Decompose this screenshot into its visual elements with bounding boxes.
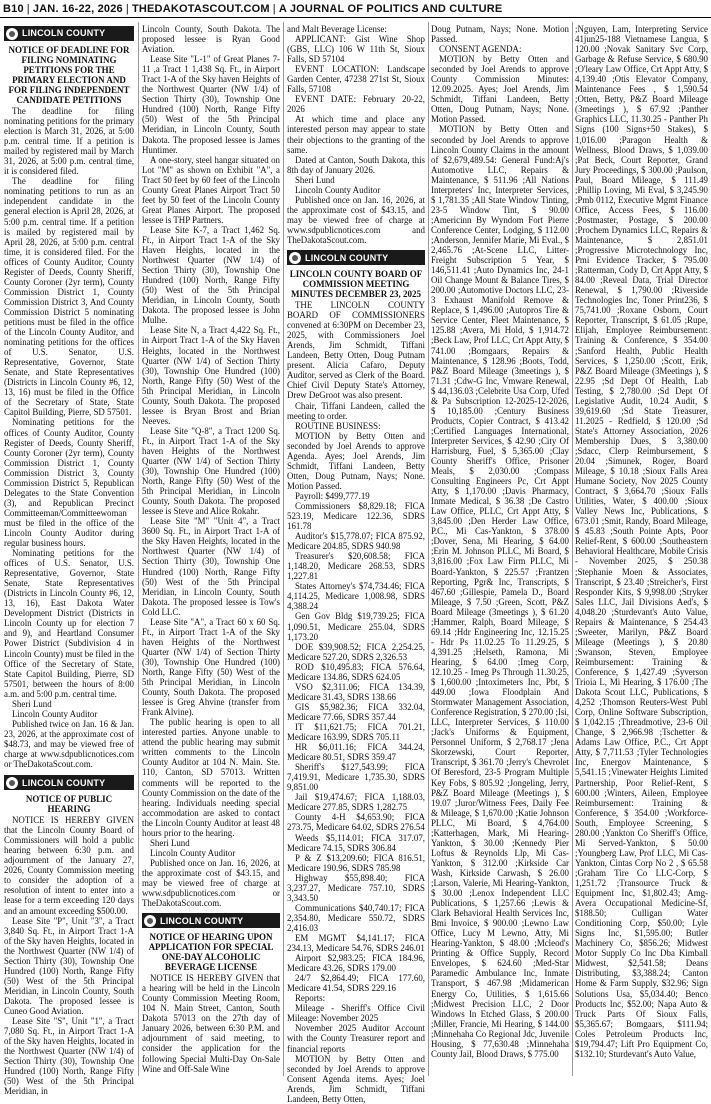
payroll-line: EM MGMT $4,141.17; FICA 234.13, Medicare 54.76, SDRS 246.01	[287, 932, 425, 954]
banner-label: LINCOLN COUNTY	[305, 252, 389, 263]
column-5	[575, 24, 708, 1074]
payroll-line: P & Z $13,209.60; FICA 816.51, Medicare 190.96, SDRS 785.98	[287, 852, 425, 873]
notice-public-hearing	[4, 794, 134, 1096]
county-seal-icon	[6, 777, 18, 789]
paragraph: Chair, Tiffani Landeen, called the meeting to order.	[287, 400, 425, 421]
signature-role: Lincoln County Auditor	[295, 184, 381, 195]
paragraph: NOTICE IS HEREBY GIVEN that the Lincoln County Board of Commissioners will hold a public hearing between 6:30 p.m. and adjournment of the January 27, 2026, County Commission meeting to consider the adoption of a resolution of intent to enter into a lease for a term exceeding 120 days and an amount exceeding $500.00.	[4, 815, 134, 916]
payroll-line: 24/7 $2,864.49; FICA 177.60, Medicare 41.54, SDRS 229.16	[287, 973, 425, 994]
column-2	[142, 24, 280, 1074]
payroll-line: DOE $39,908.52; FICA 2,254.25, Medicare 527.20, SDRS 2,326.53	[287, 641, 425, 662]
paragraph: At which time and place any interested person may appear to state their objections to the granting of the same.	[287, 114, 425, 155]
payroll-line: Gen Gov Bldg $19,739.25; FICA 1,090.51, Medicare 255.04, SDRS 1,173.20	[287, 611, 425, 642]
paragraph: ROUTINE BUSINESS:	[295, 420, 381, 431]
payroll-line: States Attorney's $74,734.46; FICA 4,114.25, Medicare 1,008.98, SDRS 4,388.24	[287, 581, 425, 612]
payroll-line: ROD $10,495.83; FICA 576.64, Medicare 134.86, SDRS 624.05	[287, 661, 425, 682]
payroll-line: GIS $5,982.36; FICA 332.04, Medicare 77.66, SDRS 357.44	[287, 701, 425, 722]
paragraph: Mileage - Sheriff's Office Civil Mileage: November 2025	[287, 1003, 425, 1024]
paragraph: Lincoln County, South Dakota. The proposed lessee is Ryan Good Aviation.	[142, 24, 280, 55]
county-banner	[4, 775, 134, 790]
paragraph: Lease Site "P", Unit "3", a Tract 3,840 Sq. Ft., in Airport Tract 1-A of the Sky haven Heights, located in the Northwest Quarter (NW 1/4) of Section Thirty (30), Township One Hundred (100) North, Range Fifty (50) West of the 5th Principal Meridian, in Lincoln County, South Dakota. The proposed lessee is Cuneo Good Aviation.	[4, 915, 134, 1016]
payroll-line: Auditor's $15,778.07; FICA 875.92, Medicare 204.85, SDRS 940.98	[287, 531, 425, 552]
banner-label: LINCOLN COUNTY	[22, 777, 106, 788]
page-number: B10	[3, 2, 24, 15]
column-4	[431, 24, 569, 1074]
paragraph: Lease Site N, a Tract 4,422 Sq. Ft., in Airport Tract 1-A of the Sky Haven Heights, located in the Northwest Quarter (NW 1/4) of Section Thirty (30), Township One Hundred (100) North, Range Fifty (50) West of the 5th Principal Meridian, in Lincoln County, South Dakota. The proposed lessee is Bryan Brost and Brian Neeves.	[142, 325, 280, 426]
notice-filing-deadline	[4, 45, 134, 769]
tagline: A JOURNAL OF POLITICS AND CULTURE	[278, 2, 503, 15]
county-seal-icon	[289, 252, 301, 264]
signature-name: Sheri Lund	[295, 174, 335, 185]
paragraph: MOTION by Betty Otten and seconded by Joel Arends to approve County Commission Minutes: 12.09.2025. Ayes; Joel Arends, Jim Schmidt, Tiffani Landeen, Betty Otten, Doug Putnam, Nays; None. Motion Passed.	[431, 54, 569, 125]
claims-list: MOTION by Betty Otten and seconded by Joel Arends to approve Lincoln County Claims in the amount of $2,679,489.54: General Fund:Aj's Automotive LLC, Repairs & Maintenance, $ 511.96 ;All Nations Interpreters' Inc, Interpreter Services, $ 1,781.35 ;All State Window Tinting, 23-5 Window Tint, $ 90.00 ;Americinn By Wyndom Fort Pierre Conference Center, Lodging, $ 112.00 ;Anderson, Jennifer Marie, Mi Eval., $ 2,465.76 ;At-Scene LLC, Litter-Freight Subscription 5 Year, $ 146,511.41 ;Auto Dynamics Inc, 24-1 Oil Change Mount & Balance Tires, $ 200.00 ;Automotive Doctors LLC, 23-3 Exhaust Manifold Remove & Replace, $ 1,496.00 ;Autopros Tire & Service Center, Fleet Maintenance, $ 125.88 ;Avera, Mi Hold, $ 1,914.72 ;Beck Law, Prof LLC, Crt Appt Atty, $ 741.00 ;Bomgaars, Repairs & Maintenance, $ 128.96 ;Boots, Todd, P&Z Board Mileage (3meetings ), $ 71.31 ;Cdw-G Inc, Vmware Renewal, $ 44,136.03 ;Celebrite Usa Corp, Ufed & Pa Subscription 12-2025-12-2026, $ 10,185.00 ;Century Business Products, Copier Contract, $ 413.42 ;Certified Languages International, Interpreter Services, $ 42.90 ;City Of Harrisburg, Fuel, $ 5,365.00 ;Clay County Sheriff's Office, Prisoner Meals, $ 2,030.00 ;Compass Consulting Engineers Pc, Crt Appt Atty, $ 1,170.00 ;Davis Pharmacy, Inmate Medical, $ 36.38 ;De Castro Law Office, PLLC, Crt Appt Atty, $ 3,845.00 ;Den Herder Law Office, P.C., Mi Cas-Yankton, $ 378.00 ;Dover, Sena, Mi Hearing, $ 64.00 ;Erin M. Johnson PLLC, Mi Board, $ 3,816.00 ;Fox Law Firm PLLC, Mi Board-Yankton, $ 225.57 ;Frantzen Reporting, Pgr& Inc, Transcripts, $ 467.60 ;Gillespie, Pamela D., Board Mileage, $ 7.50 ;Green, Scott, P&Z Board Mileage (3meetings ), $ 61.20 ;Hammer, Ralph, Board Mileage, $ 69.14 ;Hdr Engineering Inc, 12.15.25 - Hdr Ps 11.02.25 To 11.29.25, $ 4,391.25 ;Helseth, Ramona, Mi Hearing, $ 64.00 ;Imeg Corp, 12.10.25 - Imeg Ps Through 11.30.25, $ 1,600.00 ;Intoximeters Inc, Pbt, $ 449.00 ;Iowa Floodplain And Stormwater Management Association, Conference Registration, $ 270.00 ;Isi, LLC, Interpreter Services, $ 110.00 ;Jack's Uniforms & Equipment, Personnel Uniform, $ 2,768.17 ;Jena Skorzewski, Court Reporter, Transcript, $ 361.70 ;Jerry's Chevrolet Of Beresford, 23-5 Program Multiple Key Fobs, $ 805.92 ;Jongeling, Jerry, P&Z Board Mileage (Meetings ), $ 19.07 ;Juror/Witness Fees, Daily Fee & Mileage, $ 1,670.00 ;Katie Johnson PLLC, Mi Board, $ 4,764.00 ;Katterhagen, Mark, Mi Hearing-Yankton, $ 30.00 ;Kennedy Pier Loftus & Reynolds Llp, Mi Cas-Yankton, $ 312.00 ;Kirkside Car Wash, Kirkside Carwash, $ 26.00 ;Larson, Valerie, Mi Hearing-Yankton, $ 30.00 ;Lenox Independent LLC Publications, $ 1,257.66 ;Lewis & Clark Behavioral Health Services Inc, Bmi Invoice, $ 900.00 ;Lewno Law Office, Lucy M Lewno, Atty, Mi Hearing-Yankton, $ 48.00 ;Mcleod's Printing & Office Supply, Record Envelopes, $ 624.60 ;Med-Star Paramedic Ambulance Inc, Inmate Transport, $ 467.98 ;Midamerican Energy Co, Utilities, $ 1,615.66 ;Midwest Precision LLC, 2 Door Windows In Etched Glass, $ 200.00 ;Miller, Francie, Mi Hearing, $ 144.00 ;Minnehaha Co Regional Jdc, Juvenile Housing, $ 77,630.48 ;Minnehaha County Jail, Blood Draws, $ 775.00	[431, 124, 569, 1059]
notice-title: NOTICE OF HEARING UPON APPLICATION FOR SPECIAL ONE-DAY ALCOHOLIC BEVERAGE LICENSE	[148, 932, 274, 973]
publication-note: Published once on Jan. 16, 2026, at the approximate cost of $43.15, and may be viewed free of charge at www.sdpublicnotices.com or TheDakotaScout.com.	[142, 857, 280, 909]
paragraph: Lease Site "M" "Unit 4", a Tract 3600 Sq. Ft., in Airport Tract 1-A of the Sky Haven Heights, located in the Northwest Quarter (NW 1/4) of Section Thirty (30), Township One Hundred (100) North, Range Fifty (50) West of the 5th Principal Meridian, in Lincoln County, South Dakota. The proposed lessee is Tow's Cold LLC.	[142, 516, 280, 617]
paragraph: Doug Putnam, Nays; None. Motion Passed.	[431, 24, 569, 45]
notice-title: NOTICE OF PUBLIC HEARING	[25, 794, 113, 815]
paragraph: EVENT DATE: February 20-22, 2026	[287, 94, 425, 115]
payroll-line: County 4-H $4,653.90; FICA 273.75, Medicare 64.02, SDRS 276.54	[287, 812, 425, 833]
publication-note: Published twice on Jan. 16 & Jan. 23, 2026, at the approximate cost of $48.73, and may be viewed free of charge at www.sdpublicnotices.com or TheDakotaScout.com.	[4, 718, 134, 770]
banner-label: LINCOLN COUNTY	[160, 915, 244, 926]
county-banner	[142, 913, 280, 928]
paragraph: CONSENT AGENDA:	[439, 44, 522, 55]
paragraph: and Malt Beverage License:	[287, 24, 387, 34]
paragraph: Lease Site "A", a Tract 60 x 60 Sq. Ft., in Airport Tract 1-A of the Sky haven Heights of the Northwest Quarter (NW 1/4) of Section Thirty (30), Township One Hundred (100) North, Range Fifty (50) West of the 5th Principal Meridian, in Lincoln County, South Dakota. The proposed lessee is Greg Ahvine (transfer from Frank Alvine).	[142, 616, 280, 718]
paragraph: Lease Site "L-1" of Great Planes 7-11 ,a Tract 1 1,438 Sq. Ft., in Airport Tract 1-A of the Sky haven Heights of the Northwest Quarter (NW 1/4) of Section Thirty (30), Township One Hundred (100) North, Range Fifty (50) West of the 5th Principal Meridian, in Lincoln County, South Dakota. The proposed lessee is James Huntimer.	[142, 54, 280, 155]
paragraph: The public hearing is open to all interested parties. Anyone unable to attend the public hearing may submit written comments to the Lincoln County Auditor at 104 N. Main. Ste. 110, Canton, SD 57013. Written comments will be reported to the County Commission on the date of the hearing. Individuals needing special accommodation are asked to contact the Lincoln County Auditor at least 48 hours prior to the hearing.	[142, 717, 280, 838]
payroll-line: Weeds $5,114.01; FICA 317.07, Medicare 74.15, SDRS 306.84	[287, 832, 425, 853]
column-1	[4, 24, 134, 1097]
signature-name: Sheri Lund	[12, 698, 52, 709]
column-3	[287, 24, 425, 1104]
paragraph: The deadline for filing nominating petitions for the primary election is March 31, 2026, at 5:00 p.m. central time. If a petition is mailed by registered mail by March 31, 2026, at 5:00 p.m. central time, it is considered filed.	[4, 106, 134, 177]
column-rule	[283, 22, 284, 1076]
column-rule	[572, 22, 573, 1076]
paragraph: THE LINCOLN COUNTY BOARD OF COMMISSIONERS convened at 6:30PM on December 23, 2025, with Commissioners Joel Arends, Jim Schmidt, Tiffani Landeen, Betty Otten, Doug Putnam present. Alicia Cafaro, Deputy Auditor, served as Clerk of the Board. Chief Civil Deputy State's Attorney, Drew DeGroot was also present.	[287, 300, 425, 401]
county-seal-icon	[6, 28, 18, 40]
paragraph: Nominating petitions for the offices of U.S. Senator, U.S. Representative, Governor, State Senate, State Representatives (Districts in Lincoln County #6, 12, 13, 16), East Dakota Water Development District (Districts in Lincoln County up for election 7 and 9), and Heartland Consumer Power District (Subdivision 4 in Lincoln County) must be filed in the Office of the Secretary of State, State Capitol Building, Pierre, SD 57501, between the hours of 8:00 a.m. and 5:00 p.m. central time.	[4, 548, 134, 699]
column-rule	[428, 22, 429, 1076]
signature-role: Lincoln County Auditor	[12, 708, 98, 719]
paragraph: NOTICE IS HEREBY GIVEN that a hearing will be held in the Lincoln County Commission Meeting Room, 104 N. Main Street, Canton, South Dakota 57013 on the 27th day of January 2026, between 6:30 P.M. and adjournment of said meeting, to consider the application for the following Special Multi-Day On-Sale Wine and Off-Sale Wine	[142, 973, 280, 1074]
paragraph: Lease Site "Q-8", a Tract 1200 Sq. Ft., in Airport Tract 1-A of the Sky haven Heights of the Northwest Quarter (NW 1/4) of Section Thirty (30), Township One Hundred (100) North, Range Fifty (50) West of the 5th Principal Meridian, in Lincoln County, South Dakota. The proposed lessee is Steve and Alice Rokahr.	[142, 425, 280, 517]
issue-date: JAN. 16-22, 2026	[32, 2, 123, 15]
payroll-line: Treasurer's $20,608.58; FICA 1,148.20, Medicare 268.53, SDRS 1,227.81	[287, 551, 425, 582]
paragraph: Reports:	[295, 993, 326, 1004]
claims-list: ;Nguyen, Lam, Interpreting Service 41jun25-188 Vietnamese Langua, $ 120.00 ;Novak Sanitary Svc Corp, Garbage & Refuse Service, $ 680.90 ;O'leary Law Office, Crt Appt Atty, $ 4,139.40 ;Otis Elevator Company, Maintenance Fees , $ 1,590.54 ;Otten, Betty, P&Z Board Mileage (3meetings ), $ 67.92 ;Panther Graphics LLC, 11.30.25 - Panther Ph Signs (100 Signs+50 Stakes), $ 1,016.00 ;Paragon Health & Wellness, Blood Draws, $ 1,039.00 ;Pat Beck, Court Reporter, Grand Jury Proceedings, $ 300.00 ;Paulson, Paul, Board Mileage, $ 111.49 ;Phillip Loving, Mi Eval, $ 3,245.90 ;Pmb 0112, Executive Mgmt Finance Office, Access Fees, $ 116.00 ;Postmaster, Postage, $ 200.00 ;Prochem Dynamics LLC, Repairs & Maintenance, $ 2,851.01 ;Progressive Microtechnology Inc, Pmi Evidence Tracker, $ 795.00 ;Ratterman, Cody D, Crt Appt Atty, $ 84.00 ;Reveal Data, Trial Director Renewal, $ 1,790.00 ;Riverside Technologies Inc, Toner Print236, $ 75,741.00 ;Roxane Osborn, Court Reporter, Transcript, $ 61.05 ;Rupe, Elijah, Employee Reimbursement: Training & Conference, $ 354.00 ;Sanford Health, Public Health Services, $ 1,250.00 ;Scott, Erik, P&Z Board Mileage (3Meetings ), $ 22.95 ;Sd Dept Of Health, Lab Testing, $ 2,780.00 ;Sd Dept Of Legislative Audit, 10.24 Audit, $ 39,619.60 ;Sd State Treasurer, 11.2025 - Redfield, $ 120.00 ;Sd State's Attorney Association, 2026 Membership Dues, $ 3,380.00 ;Sdacc, Clerp Reimbursement, $ 20.04 ;Simunek, Roger, Board Mileage, $ 10.18 ;Sioux Falls Area Humane Society, Nov 2025 County Contract, $ 3,664.70 ;Sioux Falls Utilities, Water, $ 400.00 ;Sioux Valley News Inc, Publications, $ 673.01 ;Smit, Randy, Board Mileage, $ 45.83 ;South Pointe Apts, Poor Relief-Rent, $ 600.00 ;Southeastern Behavioral Healthcare, Mobile Crisis - November 2025, $ 250.38 ;Stephanie Moen & Associates, Transcript, $ 23.40 ;Streicher's, First Responder Kits, $ 9,998.00 ;Stryker Sales LLC, Jail Divisions Aed's, $ 4,048.20 ;Sturdevant's Auto Value, Repairs & Maintenance, $ 254.43 ;Sweeter, Marilyn, P&Z Board Mileage (Meetings ), $ 20.80 ;Swanson, Steven, Employee Reimbursement: Training & Conference, $ 1,427.49 ;Syverson Trioia L, Mi Hearing, $ 176.00 ;The Dakota Scout LLC, Publications, $ 4,252 ;Thomson Reuters-West Publ Corp, Online Software Subscription, $ 1,042.15 ;Threadmotive, 23-6 Oil Change, $ 2,966.98 ;Tschetter & Adams Law Office, P.C., Crt Appt Atty, $ 7,711.53 ;Tyler Technologies Inc, Energov Maintenance, $ 5,541.15 ;Vinewater Heights Limited Partnership, Poor Relief-Rent, $ 600.00 ;Winters, Aileen, Employee Reimbursement: Training & Conference, $ 354.00 ;Workforce-South, Employee Screening, $ 280.00 ;Yankton Co Sheriff's Office, Mi Served-Yankton, $ 50.00 ;Youngberg Law, Prof LLC, Mi Cas-Yankton, Cintas Corp No 2 , $ 65.58 ;Graham Tire Co LLC-Corp, $ 1,251.72 ;Transource Truck & Equipment Inc, $1,802.43; Amg- Avera Occupational Medicine-Sf, $188.50; Culligan Water Conditioning Corp, $50.00; Lyle Signs Inc, $1,595.00; Butler Machinery Co, $856.26; Midwest Motor Supply Co Inc Dba Kimball Midwest, $2,541.58; Deans Distributing, $3,388.24; Canton Home & Farm Supply, $32.96; Sign Solutions Usa, $5,034.40; Benco Products Inc, $52.00; Napa Auto & Truck Parts Of Sioux Falls, $5,365.67; Bomgaars, $111.94; Coles Petroleum Products Inc, $19,794.47; Lift Pro Equipment Co, $132.10; Sturdevant's Auto Value,	[575, 24, 708, 1059]
paragraph: Lease Site K-7, a Tract 1,462 Sq. Ft., in Airport Tract 1-A of the Sky Haven Heights, located in the Northwest Quarter (NW 1/4) of Section Thirty (30), Township One Hundred (100) North, Range Fifty (50) West of the 5th Principal Meridian, in Lincoln County, South Dakota. The proposed lessee is John Mulhe.	[142, 224, 280, 326]
notice-title: NOTICE OF DEADLINE FOR FILING NOMINATING PETITIONS FOR THE PRIMARY ELECTION AND FOR FILING INDEPENDENT CANDIDATE PETITIONS	[8, 45, 130, 105]
signature-role: Lincoln County Auditor	[150, 847, 236, 858]
page-header: B10 | JAN. 16-22, 2026 | THEDAKOTASCOUT.COM | A JOURNAL OF POLITICS AND CULTURE	[0, 0, 711, 18]
minutes-title: LINCOLN COUNTY BOARD OF COMMISSION MEETING MINUTES DECEMBER 23, 2025	[289, 269, 423, 300]
payroll-line: Highway $55,898.40; FICA 3,237.27, Medicare 757.10, SDRS 3,343.50	[287, 872, 425, 903]
payroll-line: Airport $2,983.25; FICA 184.96, Medicare 43.26, SDRS 179.00	[287, 953, 425, 974]
site-name[interactable]: THEDAKOTASCOUT.COM	[131, 2, 270, 15]
publication-note: Published once on Jan. 16, 2026, at the approximate cost of $43.15, and may be viewed free of charge at www.sdpublicnotices.com and TheDakotaScout.com.	[287, 194, 425, 245]
county-banner	[4, 26, 134, 41]
paragraph: MOTION by Betty Otten and seconded by Joel Arends to approve Consent Agenda items. Ayes; Joel Arends, Jim Schmidt, Tiffani Landeen, Betty Otten,	[287, 1053, 425, 1104]
paragraph: A one-story, steel hangar situated on Lot "M" as shown on Exhibit "A", a Tract 50 feet by 60 feet of the Lincoln County Great Planes Airport Tract 50 feet by 50 feet of the Lincoln County Great Planes Airport. The proposed lessee is THP Partners.	[142, 154, 280, 225]
paragraph: Dated at Canton, South Dakota, this 8th day of January 2026.	[287, 154, 425, 175]
payroll-line: Payroll: $499,777.19	[295, 490, 370, 501]
paragraph: November 2025 Auditor Account with the County Treasurer report and financial reports	[287, 1023, 425, 1054]
column-rule	[138, 22, 139, 1076]
banner-label: LINCOLN COUNTY	[22, 28, 106, 39]
county-seal-icon	[144, 915, 156, 927]
payroll-line: Communications $40,740.17; FICA 2,354.80, Medicare 550.72, SDRS 2,416.03	[287, 902, 425, 933]
payroll-line: Sheriff's $127,543.99; FICA 7,419.91, Medicare 1,735.30, SDRS 9,851.00	[287, 762, 425, 793]
payroll-line: Jail $19,474.67; FICA 1,188.03, Medicare 277.85, SDRS 1,282.75	[287, 792, 425, 813]
paragraph: Lease Site "S", Unit "1", a Tract 7,080 Sq. Ft., in Airport Tract 1-A of the Sky haven Heights, located in the Northwest Quarter (NW 1/4) of Section Thirty (30), Township One Hundred (100) North, Range Fifty (50) West of the 5th Principal Meridian, in	[4, 1016, 134, 1097]
paragraph: MOTION by Betty Otten and seconded by Joel Arends to approve Agenda. Ayes; Joel Arends, Jim Schmidt, Tiffani Landeen, Betty Otten, Doug Putnam, Nays; None. Motion Passed.	[287, 430, 425, 491]
county-banner	[287, 250, 425, 265]
paragraph: EVENT LOCATION: Landscape Garden Center, 47238 271st St, Sioux Falls, 57108	[287, 64, 425, 95]
payroll-line: HR $6,011.16; FICA 344.24, Medicare 80.51, SDRS 359.47	[287, 742, 425, 763]
payroll-line: Commissioners $8,829.18; FICA 523.19, Medicare 122.36, SDRS 161.78	[287, 500, 425, 532]
paragraph: Nominating petitions for the offices of County Auditor, County Register of Deeds, County Sheriff, County Coroner (2yr term), County Commission District 1, County Commission District 3, County Commission District 5, Republican Delegates to the State Convention (3), and Republican Precinct Committeeman/Committeewoman must be filed in the office of the Lincoln County Auditor during regular business hours.	[4, 417, 134, 549]
payroll-line: VSO $2,311.06; FICA 134.39, Medicare 31.43, SDRS 138.66	[287, 681, 425, 702]
paragraph: The deadline for filing nominating petitions to run as an independent candidate in the general election is April 28, 2026, at 5:00 p.m. central time. If a petition is mailed by registered mail by April 28, 2026, at 5:00 p.m. central time, it is considered filed. For the offices of County Auditor, County Register of Deeds, County Sheriff, County Coroner (2yr term), County Commission District 1, County Commission District 3, And County Commission District 5 nominating petitions must be filed in the office of the Lincoln County Auditor, and nominating petitions for the offices of U.S. Senator, U.S. Representative, Governor, State Senate, and State Representatives (Districts in Lincoln County #6, 12, 13, 16) must be filed in the Office of the Secretary of State, State Capitol Building, Pierre, SD 57501.	[4, 176, 134, 418]
payroll-line: IT $11,621.75; FICA 701.21, Medicare 163.99, SDRS 705.11	[287, 722, 425, 743]
paragraph: APPLICANT: Gist Wine Shop (GBS, LLC) 106 W 11th St, Sioux Falls, SD 57104	[287, 34, 425, 65]
signature-name: Sheri Lund	[150, 837, 190, 848]
